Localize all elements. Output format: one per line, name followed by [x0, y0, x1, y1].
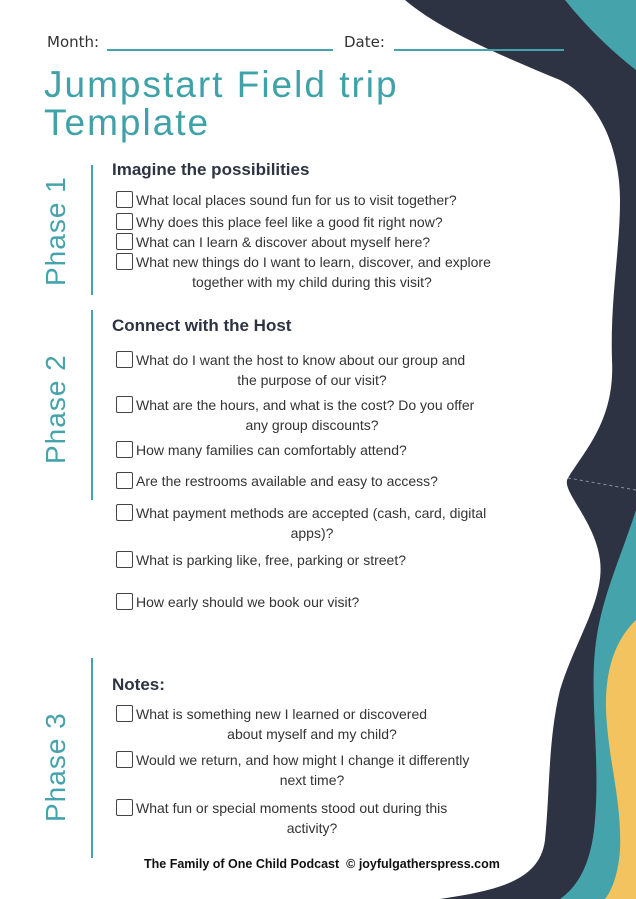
phase-2-label: Phase 2 — [40, 354, 71, 464]
checkbox[interactable] — [116, 396, 133, 413]
item-text: What payment methods are accepted (cash, card, digital — [136, 505, 487, 521]
phase-divider — [91, 310, 93, 500]
checkbox[interactable] — [116, 441, 133, 458]
item-text: What is parking like, free, parking or street? — [136, 552, 407, 568]
item-text-cont: the purpose of our visit? — [237, 372, 387, 388]
copyright-symbol: © — [346, 857, 356, 871]
item-text: What is something new I learned or discovered — [136, 706, 428, 722]
phase-divider — [91, 658, 93, 858]
checklist-item[interactable] — [116, 550, 508, 570]
checkbox[interactable] — [116, 705, 133, 722]
checklist-item[interactable] — [116, 212, 508, 232]
item-text-cont: activity? — [286, 820, 338, 836]
page-title-line2: Template — [44, 102, 211, 143]
date-label: Date: — [344, 33, 385, 51]
checklist-item[interactable] — [116, 190, 508, 210]
checkbox[interactable] — [116, 593, 133, 610]
footer — [144, 857, 500, 871]
website-link[interactable]: joyfulgatherspress.com — [358, 857, 500, 871]
checklist-item[interactable] — [116, 798, 508, 838]
item-text: What new things do I want to learn, discover, and explore — [136, 254, 491, 270]
checkbox[interactable] — [116, 472, 133, 489]
item-text: What fun or special moments stood out during this — [136, 800, 448, 816]
phase-2-heading: Connect with the Host — [112, 316, 292, 335]
checklist-item[interactable] — [116, 440, 508, 460]
item-text-cont: together with my child during this visit? — [192, 274, 432, 290]
checkbox[interactable] — [116, 213, 133, 230]
item-text: What can I learn & discover about myself here? — [136, 234, 431, 250]
item-text-cont: next time? — [279, 772, 345, 788]
item-text: How early should we book our visit? — [136, 594, 360, 610]
item-text-cont: about myself and my child? — [227, 726, 397, 742]
checkbox[interactable] — [116, 233, 133, 250]
podcast-name: The Family of One Child Podcast — [144, 857, 340, 871]
item-text: What local places sound fun for us to visit together? — [136, 192, 457, 208]
checklist-item[interactable] — [116, 750, 508, 790]
item-text-cont: any group discounts? — [245, 417, 379, 433]
phase-3-heading: Notes: — [112, 675, 165, 694]
item-text: Are the restrooms available and easy to access? — [136, 473, 438, 489]
checkbox[interactable] — [116, 504, 133, 521]
checklist-item[interactable] — [116, 395, 508, 435]
item-text-cont: apps)? — [290, 525, 334, 541]
item-text: Why does this place feel like a good fit right now? — [136, 214, 443, 230]
month-label: Month: — [47, 33, 100, 51]
checkbox[interactable] — [116, 191, 133, 208]
phase-3-label: Phase 3 — [40, 712, 71, 822]
month-input-line[interactable] — [107, 49, 333, 51]
phase-1-heading: Imagine the possibilities — [112, 160, 310, 179]
checkbox[interactable] — [116, 253, 133, 270]
checkbox[interactable] — [116, 351, 133, 368]
item-text: What do I want the host to know about our group and — [136, 352, 466, 368]
checklist-item[interactable] — [116, 471, 508, 491]
phase-1-label: Phase 1 — [40, 176, 71, 286]
item-text: How many families can comfortably attend? — [136, 442, 407, 458]
checklist-item[interactable] — [116, 704, 508, 744]
phase-divider — [91, 165, 93, 295]
checkbox[interactable] — [116, 751, 133, 768]
checklist-item[interactable] — [116, 232, 508, 252]
page-title-line1: Jumpstart Field trip — [44, 64, 399, 105]
date-input-line[interactable] — [394, 49, 564, 51]
checklist-item[interactable] — [116, 252, 508, 292]
checklist-item[interactable] — [116, 503, 508, 543]
checkbox[interactable] — [116, 551, 133, 568]
item-text: What are the hours, and what is the cost? Do you offer — [136, 397, 475, 413]
item-text: Would we return, and how might I change it differently — [136, 752, 470, 768]
checklist-item[interactable] — [116, 592, 508, 612]
checkbox[interactable] — [116, 799, 133, 816]
checklist-item[interactable] — [116, 350, 508, 390]
